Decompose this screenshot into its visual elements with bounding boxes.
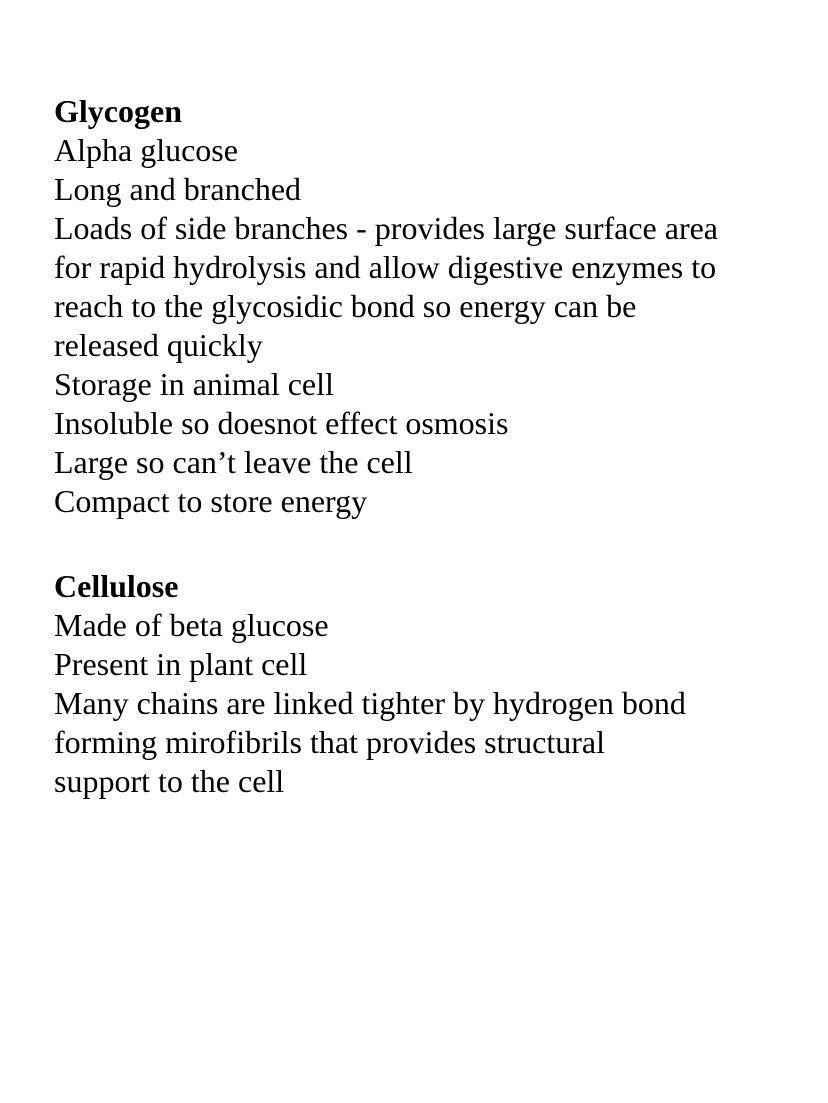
glycogen-line-3: Loads of side branches - provides large surface area xyxy=(54,210,718,246)
cellulose-section xyxy=(54,567,828,801)
glycogen-line-9: Large so can’t leave the cell xyxy=(54,444,413,480)
cellulose-line-2: Present in plant cell xyxy=(54,646,308,682)
glycogen-line-10: Compact to store energy xyxy=(54,483,368,519)
glycogen-line-5: reach to the glycosidic bond so energy can be xyxy=(54,288,637,324)
glycogen-heading: Glycogen xyxy=(54,93,182,129)
cellulose-line-5: support to the cell xyxy=(54,763,285,799)
cellulose-heading: Cellulose xyxy=(54,568,179,604)
cellulose-line-4: forming mirofibrils that provides structural xyxy=(54,724,605,760)
glycogen-line-6: released quickly xyxy=(54,327,263,363)
glycogen-line-2: Long and branched xyxy=(54,171,302,207)
glycogen-section xyxy=(54,92,828,521)
glycogen-line-8: Insoluble so doesnot effect osmosis xyxy=(54,405,509,441)
glycogen-line-4: for rapid hydrolysis and allow digestive enzymes to xyxy=(54,249,717,285)
glycogen-line-1: Alpha glucose xyxy=(54,132,238,168)
cellulose-line-1: Made of beta glucose xyxy=(54,607,329,643)
glycogen-line-7: Storage in animal cell xyxy=(54,366,334,402)
cellulose-line-3: Many chains are linked tighter by hydrogen bond xyxy=(54,685,686,721)
